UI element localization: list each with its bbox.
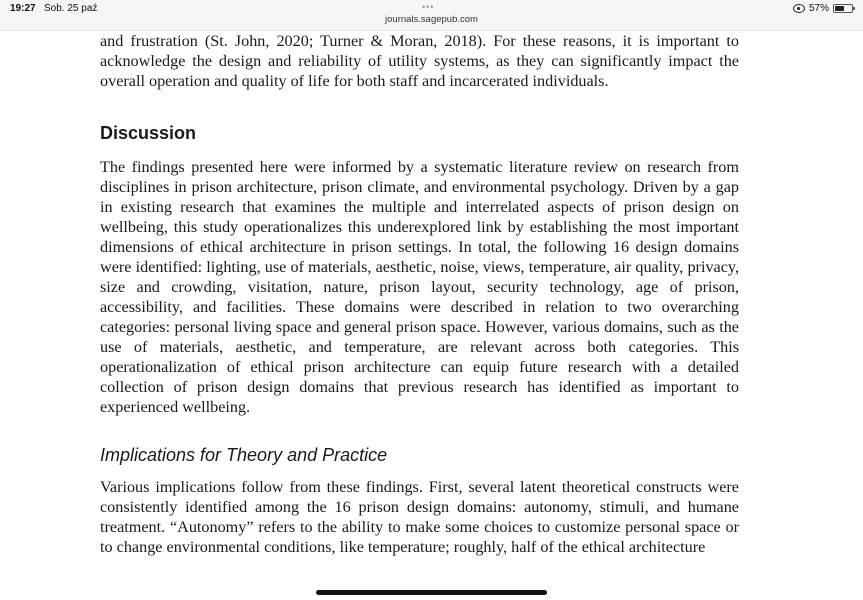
intro-paragraph: and frustration (St. John, 2020; Turner & Moran, 2018). For these reasons, it is important to acknowledge the design and reliability of utility systems, as they can significantly impact the overall operation and quality of life for both staff and incarcerated individuals.: [100, 32, 739, 90]
status-bar: [0, 0, 863, 31]
discussion-heading: Discussion: [100, 123, 197, 143]
discussion-paragraph: The findings presented here were informed by a systematic literature review on research from disciplines in prison architecture, prison climate, and environmental psychology. Driven by a gap in existing research that examines the multiple and interrelated aspects of prison design on wellbeing, this study operationalizes this underexplored link by establishing the most important dimensions of ethical architecture in prison settings. In total, the following 16 design domains were identified: lighting, use of materials, aesthetic, noise, views, temperature, air quality, privacy, size and crowding, visitation, nature, prison layout, security technology, age of prison, accessibility, and facilities. These domains were described in relation to two overarching categories: personal living space and general prison space. However, various domains, such as the use of materials, aesthetic, and temperature, are relevant across both categories. This operationalization of ethical prison architecture can equip future research with a detailed collection of prison design domains that previous research has identified as important to experienced wellbeing.: [100, 158, 739, 416]
status-indicators: [793, 3, 853, 14]
eye-icon: [793, 4, 805, 13]
battery-percent: 57%: [808, 3, 829, 14]
status-time: 19:27: [10, 3, 36, 14]
article-body: [100, 31, 739, 557]
status-date: Sob. 25 paź: [44, 3, 98, 14]
home-indicator[interactable]: [316, 590, 547, 595]
url-bar[interactable]: journals.sagepub.com: [385, 14, 478, 25]
more-options-icon[interactable]: •••: [422, 2, 435, 12]
implications-paragraph: Various implications follow from these findings. First, several latent theoretical constructs were consistently identified among the 16 prison design domains: autonomy, stimuli, and humane treatment. “Autonomy” refers to the ability to make some choices to customize personal space or to change environmental conditions, like temperature; roughly, half of the ethical architecture: [100, 478, 739, 556]
battery-icon: [833, 4, 853, 13]
battery-fill: [835, 6, 844, 11]
implications-heading: Implications for Theory and Practice: [100, 445, 388, 465]
